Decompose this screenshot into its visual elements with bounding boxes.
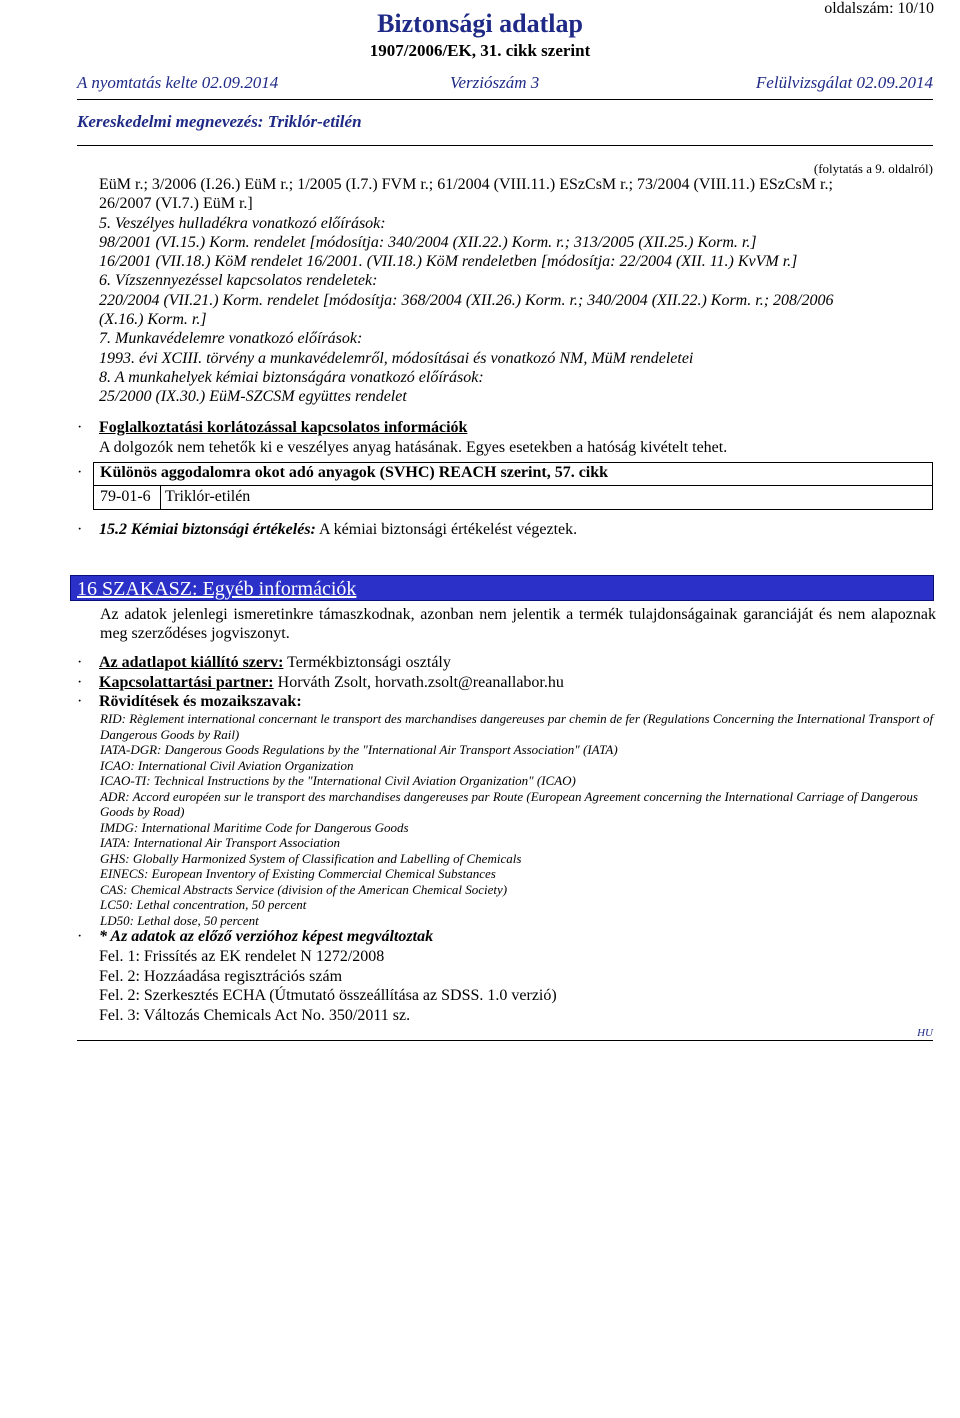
bullet-dot: ·	[77, 674, 83, 691]
svhc-substance: Triklór-etilén	[165, 488, 251, 505]
contact-line	[99, 674, 564, 692]
continuation-note: (folytatás a 9. oldalról)	[813, 161, 933, 176]
abbreviation-item: LC50: Lethal concentration, 50 percent	[100, 897, 307, 912]
document-title: Biztonsági adatlap	[377, 9, 583, 38]
abbreviation-item: RID: Règlement international concernant le transport des marchandises dangereuses par chemin de fer (Regulations Concerning the International Transport of Dangerous Goods by Rail)	[100, 711, 934, 742]
regulation-line: 1993. évi XCIII. törvény a munkavédelemről, módosításai és vonatkozó NM, MüM rendeletei	[99, 349, 694, 367]
regulation-line: 220/2004 (VII.21.) Korm. rendelet [módosítja: 368/2004 (XII.26.) Korm. r.; 340/2004 (XII.22.) Korm. r.; 208/2006	[99, 291, 834, 309]
regulation-line: 25/2000 (IX.30.) EüM-SZCSM együttes rendelet	[99, 388, 407, 406]
bullet-dot: ·	[77, 693, 83, 710]
table-column-divider	[160, 486, 161, 509]
employment-text: A dolgozók nem tehetők ki e veszélyes anyag hatásának. Egyes esetekben a hatóság kivételt tehet.	[99, 439, 728, 456]
disclaimer-text: Az adatok jelenlegi ismeretinkre támaszkodnak, azonban nem jelentik a termék tulajdonságainak garanciáját és nem alapoznak meg szerződéses jogviszonyt.	[100, 606, 936, 642]
abbreviation-item: ICAO-TI: Technical Instructions by the "International Civil Aviation Organization" (ICAO)	[100, 773, 576, 788]
svhc-table	[93, 462, 933, 510]
trade-name-rule	[77, 145, 933, 146]
contact-label: Kapcsolattartási partner:	[99, 674, 274, 691]
change-item: Fel. 2: Hozzáadása regisztrációs szám	[99, 967, 343, 985]
regulation-line: 6. Vízszennyezéssel kapcsolatos rendeletek:	[99, 272, 378, 290]
svhc-heading: Különös aggodalomra okot adó anyagok (SVHC) REACH szerint, 57. cikk	[100, 464, 609, 481]
abbreviation-item: LD50: Lethal dose, 50 percent	[100, 912, 259, 928]
section-16-header	[70, 575, 934, 601]
regulation-line: 98/2001 (VI.15.) Korm. rendelet [módosítja: 340/2004 (XII.22.) Korm. r.; 313/2005 (XII.25.) Korm. r.]	[99, 233, 757, 251]
page-number: oldalszám: 10/10	[824, 0, 934, 17]
trade-name: Kereskedelmi megnevezés: Triklór-etilén	[77, 112, 362, 131]
regulation-line: 26/2007 (VI.7.) EüM r.]	[99, 195, 253, 213]
regulation-line: 7. Munkavédelemre vonatkozó előírások:	[99, 330, 363, 348]
csa-text: A kémiai biztonsági értékelést végeztek.	[319, 521, 578, 538]
abbreviation-item: GHS: Globally Harmonized System of Classification and Labelling of Chemicals	[100, 850, 522, 866]
regulation-line: EüM r.; 3/2006 (I.26.) EüM r.; 1/2005 (I.7.) FVM r.; 61/2004 (VIII.11.) ESzCsM r.; 73/2004 (VIII.11.) ESzCsM r.;	[99, 176, 833, 193]
issuer-label: Az adatlapot kiállító szerv:	[99, 654, 284, 671]
footer-rule	[77, 1040, 933, 1041]
change-item: Fel. 1: Frissítés az EK rendelet N 1272/2008	[99, 948, 385, 965]
print-date: A nyomtatás kelte 02.09.2014	[77, 73, 279, 92]
revision-date: Felülvizsgálat 02.09.2014	[755, 73, 933, 92]
section-16-title: 16 SZAKASZ: Egyéb információk	[77, 578, 357, 600]
bullet-dot: ·	[77, 928, 83, 945]
document-subtitle: 1907/2006/EK, 31. cikk szerint	[369, 41, 591, 60]
regulations-list	[99, 175, 833, 407]
table-divider	[94, 485, 932, 486]
issuer-value: Termékbiztonsági osztály	[287, 654, 451, 671]
svhc-cas-number: 79-01-6	[100, 488, 151, 505]
language-code: HU	[917, 1027, 933, 1039]
abbreviation-item: ADR: Accord européen sur le transport des marchandises dangereuses par Route (European Agreement concerning the International Carriage of Dangerous Goods by Road)	[100, 788, 918, 819]
issuer-line	[99, 654, 451, 672]
regulation-line: 16/2001 (VII.18.) KöM rendelet 16/2001. (VII.18.) KöM rendeletben [módosítja: 22/2004 (XII. 11.) KvVM r.]	[99, 253, 798, 271]
csa-label: 15.2 Kémiai biztonsági értékelés:	[99, 521, 316, 538]
abbreviation-item: IMDG: International Maritime Code for Dangerous Goods	[100, 819, 409, 835]
change-item: Fel. 2: Szerkesztés ECHA (Útmutató összeállítása az SDSS. 1.0 verzió)	[99, 987, 557, 1004]
bullet-dot: ·	[77, 419, 83, 436]
regulation-line: (X.16.) Korm. r.]	[99, 311, 207, 329]
changes-heading: * Az adatok az előző verzióhoz képest megváltoztak	[99, 928, 434, 945]
chemical-safety-assessment	[99, 521, 577, 539]
abbreviation-item: EINECS: European Inventory of Existing Commercial Chemical Substances	[100, 866, 496, 881]
abbreviation-item: CAS: Chemical Abstracts Service (division of the American Chemical Society)	[100, 881, 508, 897]
abbreviations-heading: Rövidítések és mozaikszavak:	[99, 693, 302, 710]
version-number: Verziószám 3	[450, 73, 540, 92]
contact-value: Horváth Zsolt, horvath.zsolt@reanallabor.hu	[277, 674, 564, 691]
bullet-dot: ·	[77, 654, 83, 671]
regulation-line: 5. Veszélyes hulladékra vonatkozó előírások:	[99, 214, 386, 232]
bullet-dot: ·	[77, 464, 83, 481]
abbreviations-list	[100, 711, 936, 928]
abbreviation-item: IATA: International Air Transport Association	[100, 835, 341, 850]
change-item: Fel. 3: Változás Chemicals Act No. 350/2011 sz.	[99, 1006, 411, 1024]
bullet-dot: ·	[77, 521, 83, 538]
regulation-line: 8. A munkahelyek kémiai biztonságára vonatkozó előírások:	[99, 368, 484, 386]
header-rule	[77, 99, 933, 100]
changes-list	[99, 947, 557, 1025]
abbreviation-item: IATA-DGR: Dangerous Goods Regulations by the "International Air Transport Association" (IATA)	[100, 742, 618, 757]
employment-heading: Foglalkoztatási korlátozással kapcsolatos információk	[99, 419, 468, 436]
abbreviation-item: ICAO: International Civil Aviation Organization	[100, 757, 354, 773]
